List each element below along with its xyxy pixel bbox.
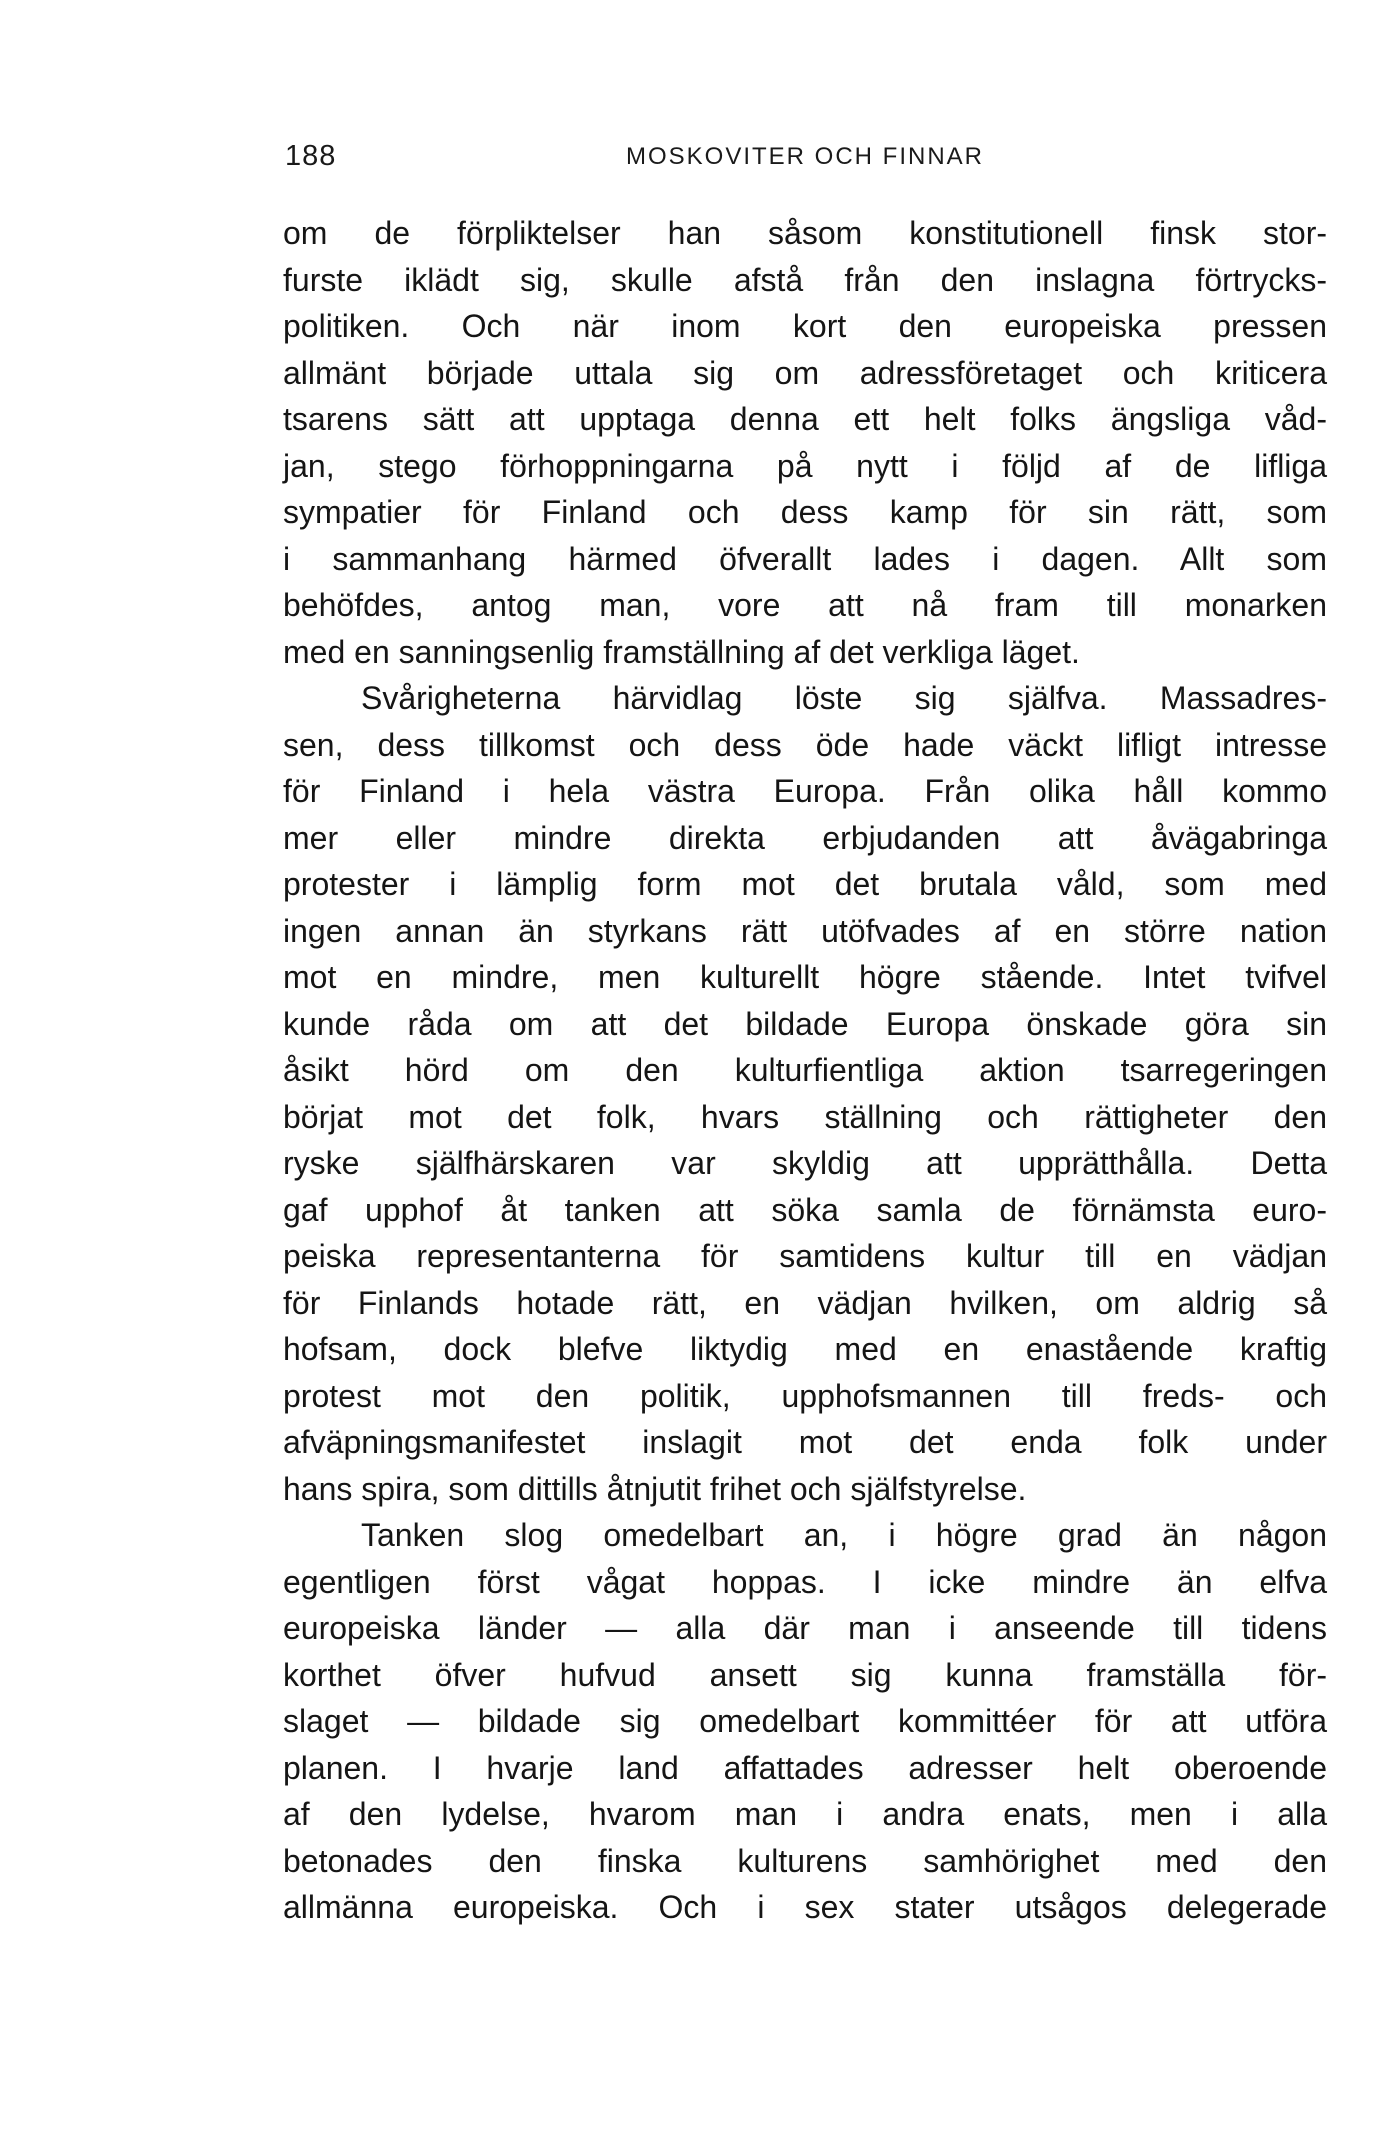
text-line: ryske själfhärskaren var skyldig att upprätthålla. Detta bbox=[283, 1145, 1327, 1181]
text-line: för Finlands hotade rätt, en vädjan hvilken, om aldrig så bbox=[283, 1284, 1327, 1321]
text-line: allmänna europeiska. Och i sex stater utsågos delegerade bbox=[283, 1889, 1327, 1925]
text-line: furste iklädt sig, skulle afstå från den inslagna förtrycks- bbox=[283, 261, 1327, 298]
text-line: protest mot den politik, upphofsmannen till freds- och bbox=[283, 1377, 1327, 1414]
text-line: egentligen först vågat hoppas. I icke mindre än elfva bbox=[283, 1563, 1327, 1600]
text-line: jan, stego förhoppningarna på nytt i följd af de lifliga bbox=[283, 447, 1327, 484]
text-line: politiken. Och när inom kort den europeiska pressen bbox=[283, 308, 1327, 344]
text-line: mot en mindre, men kulturellt högre stående. Intet tvifvel bbox=[283, 959, 1327, 995]
body-text bbox=[283, 210, 1327, 1931]
text-line: behöfdes, antog man, vore att nå fram till monarken bbox=[283, 587, 1327, 623]
text-line: afväpningsmanifestet inslagit mot det enda folk under bbox=[283, 1424, 1327, 1460]
text-line: sen, dess tillkomst och dess öde hade väckt lifligt intresse bbox=[283, 726, 1327, 763]
text-line: af den lydelse, hvarom man i andra enats, men i alla bbox=[283, 1796, 1327, 1832]
running-head bbox=[285, 140, 1325, 180]
text-line: europeiska länder — alla där man i anseende till tidens bbox=[283, 1610, 1327, 1646]
paragraph-start-line: Tanken slog omedelbart an, i högre grad än någon bbox=[361, 1517, 1327, 1553]
text-line: med en sanningsenlig framställning af det verkliga läget. bbox=[283, 633, 1080, 670]
text-line: åsikt hörd om den kulturfientliga aktion tsarregeringen bbox=[283, 1052, 1327, 1088]
text-line: tsarens sätt att upptaga denna ett helt folks ängsliga våd- bbox=[283, 401, 1327, 437]
text-line: om de förpliktelser han såsom konstitutionell finsk stor- bbox=[283, 215, 1327, 251]
text-line: ingen annan än styrkans rätt utöfvades af en större nation bbox=[283, 912, 1327, 949]
running-title: MOSKOVITER OCH FINNAR bbox=[625, 143, 985, 170]
text-line: kunde råda om att det bildade Europa önskade göra sin bbox=[283, 1005, 1327, 1042]
text-line: korthet öfver hufvud ansett sig kunna framställa för- bbox=[283, 1656, 1327, 1693]
text-line: hofsam, dock blefve liktydig med en enastående kraftig bbox=[283, 1331, 1327, 1367]
text-line: protester i lämplig form mot det brutala våld, som med bbox=[283, 866, 1327, 902]
text-line: slaget — bildade sig omedelbart kommittéer för att utföra bbox=[283, 1703, 1327, 1739]
text-line: peiska representanterna för samtidens kultur till en vädjan bbox=[283, 1238, 1327, 1274]
text-line: hans spira, som dittills åtnjutit frihet och själfstyrelse. bbox=[283, 1470, 1027, 1507]
text-line: allmänt började uttala sig om adressföretaget och kriticera bbox=[283, 354, 1327, 391]
text-line: sympatier för Finland och dess kamp för sin rätt, som bbox=[283, 494, 1327, 530]
text-line: i sammanhang härmed öfverallt lades i dagen. Allt som bbox=[283, 540, 1327, 577]
paragraph-start-line: Svårigheterna härvidlag löste sig själfva. Massadres- bbox=[361, 680, 1327, 716]
text-line: för Finland i hela västra Europa. Från olika håll kommo bbox=[283, 773, 1327, 809]
text-line: betonades den finska kulturens samhörighet med den bbox=[283, 1842, 1327, 1879]
text-line: planen. I hvarje land affattades adresser helt oberoende bbox=[283, 1749, 1327, 1786]
text-line: mer eller mindre direkta erbjudanden att åvägabringa bbox=[283, 819, 1327, 856]
text-line: börjat mot det folk, hvars ställning och rättigheter den bbox=[283, 1098, 1327, 1135]
text-line: gaf upphof åt tanken att söka samla de förnämsta euro- bbox=[283, 1191, 1327, 1228]
page-number: 188 bbox=[285, 140, 337, 172]
